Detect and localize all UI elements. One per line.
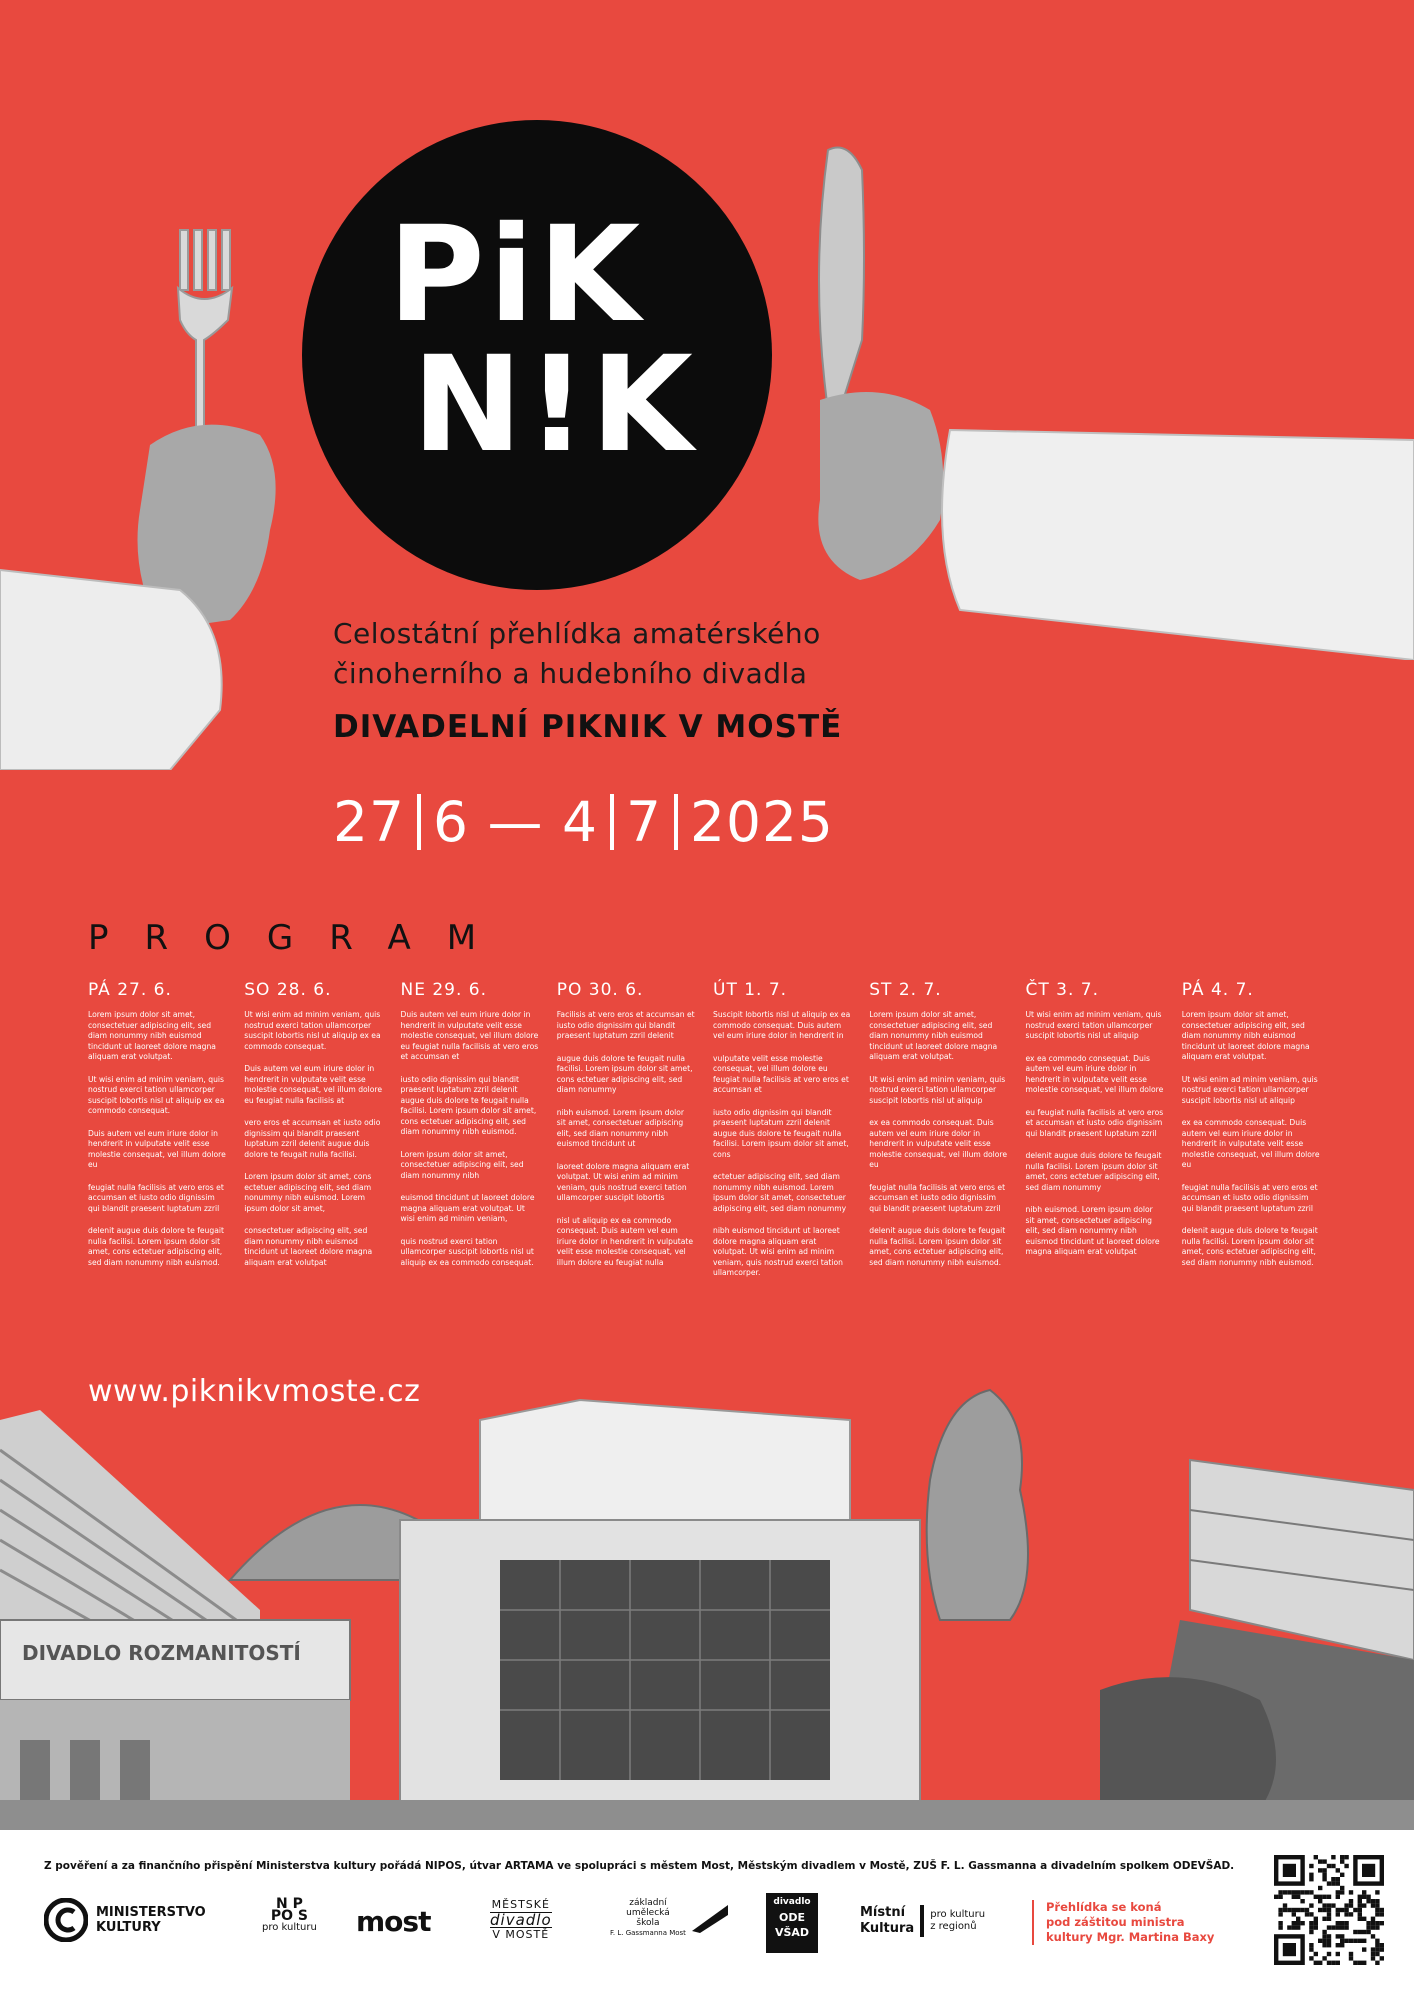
zus-text-3: škola bbox=[636, 1918, 660, 1928]
program-paragraph: delenit augue duis dolore te feugait nulla facilisi. Lorem ipsum dolor sit amet, cons ectetuer adipiscing elit, sed diam nonummy nibh euismod. bbox=[1181, 1226, 1318, 1267]
divider-bar bbox=[920, 1905, 924, 1937]
odevsad-logo bbox=[766, 1893, 818, 1953]
program-paragraph: eu feugiat nulla facilisis at vero eros et accumsan et iusto odio dignissim qui blandit praesent luptatum zzril bbox=[1025, 1107, 1164, 1138]
program-day-label: PÁ 27. 6. bbox=[88, 980, 172, 1000]
mestske-divadlo-logo bbox=[490, 1898, 552, 1942]
program-day-column bbox=[557, 980, 713, 1291]
most-text: most bbox=[356, 1905, 431, 1938]
mestske-text-1: MĚSTSKÉ bbox=[491, 1898, 550, 1911]
program-day-column bbox=[1182, 980, 1338, 1291]
date-part-3: 7 bbox=[625, 790, 662, 854]
website-url[interactable]: www.piknikvmoste.cz bbox=[88, 1374, 421, 1409]
qr-code-icon[interactable] bbox=[1274, 1855, 1384, 1965]
program-paragraph: ex ea commodo consequat. Duis autem vel eum iriure dolor in hendrerit in vulputate velit esse molestie consequat, vel illum dolore eu bbox=[1181, 1118, 1320, 1169]
buildings-collage-image bbox=[0, 1360, 1414, 1830]
program-paragraph: Ut wisi enim ad minim veniam, quis nostrud exerci tation ullamcorper suscipit lobortis nisl ut aliquip ex ea commodo consequat. bbox=[244, 1010, 381, 1051]
program-paragraph: feugiat nulla facilisis at vero eros et accumsan et iusto odio dignissim qui blandit praesent luptatum zzril bbox=[1181, 1182, 1318, 1213]
program-day-label: ÚT 1. 7. bbox=[713, 980, 788, 1000]
program-paragraph: Suscipit lobortis nisl ut aliquip ex ea commodo consequat. Duis autem vel eum iriure dolor in hendrerit in bbox=[713, 1010, 851, 1040]
program-paragraph: augue duis dolore te feugait nulla facilisi. Lorem ipsum dolor sit amet, cons ectetuer adipiscing elit, sed diam nonummy bbox=[556, 1053, 693, 1094]
program-paragraph: Ut wisi enim ad minim veniam, quis nostrud exerci tation ullamcorper suscipit lobortis nisl ut aliquip bbox=[869, 1074, 1006, 1105]
ministry-of-culture-logo bbox=[44, 1898, 206, 1942]
program-day-label: PÁ 4. 7. bbox=[1181, 980, 1254, 1000]
zus-text-2: umělecká bbox=[626, 1908, 670, 1918]
program-paragraph: Facilisis at vero eros et accumsan et iusto odio dignissim qui blandit praesent luptatum zzril delenit bbox=[556, 1010, 695, 1040]
festival-headline: DIVADELNÍ PIKNIK V MOSTĚ bbox=[333, 709, 843, 745]
festival-dates bbox=[333, 790, 834, 854]
program-day-label: SO 28. 6. bbox=[244, 980, 332, 1000]
program-paragraph: iusto odio dignissim qui blandit praesent luptatum zzril delenit augue duis dolore te feugait nulla facilisi. Lorem ipsum dolor sit amet, cons bbox=[713, 1107, 849, 1159]
prokulturu-text-1: pro kulturu bbox=[930, 1909, 986, 1920]
program-paragraph: nibh euismod. Lorem ipsum dolor sit amet, consectetuer adipiscing elit, sed diam nonummy nibh euismod tincidunt ut bbox=[556, 1107, 684, 1148]
program-day-text bbox=[869, 1010, 1025, 1268]
patronage-line3: kultury Mgr. Martina Baxy bbox=[1046, 1930, 1215, 1944]
program-paragraph: euismod tincidunt ut laoreet dolore magna aliquam erat volutpat. Ut wisi enim ad minim veniam, bbox=[400, 1193, 535, 1223]
date-part-4: 2025 bbox=[689, 790, 834, 854]
program-paragraph: Lorem ipsum dolor sit amet, cons ectetuer adipiscing elit, sed diam nonummy nibh euismod. Lorem ipsum dolor sit amet, bbox=[244, 1172, 372, 1213]
program-paragraph: Lorem ipsum dolor sit amet, consectetuer adipiscing elit, sed diam nonummy nibh bbox=[400, 1149, 524, 1180]
program-paragraph: delenit augue duis dolore te feugait nulla facilisi. Lorem ipsum dolor sit amet, cons ectetuer adipiscing elit, sed diam nonummy nibh euismod. bbox=[88, 1226, 224, 1267]
program-day-label: ČT 3. 7. bbox=[1025, 980, 1100, 1000]
subtitle-line1: Celostátní přehlídka amatérského bbox=[333, 617, 821, 650]
program-paragraph: Lorem ipsum dolor sit amet, consectetuer adipiscing elit, sed diam nonummy nibh euismod tincidunt ut laoreet dolore magna aliquam erat volutpat. bbox=[88, 1010, 216, 1061]
mistni-text-2: Kultura bbox=[860, 1921, 915, 1936]
patronage-line1: Přehlídka se koná bbox=[1046, 1900, 1162, 1914]
program-paragraph: nibh euismod tincidunt ut laoreet dolore magna aliquam erat volutpat. Ut wisi enim ad minim veniam, quis nostrud exerci tation ullamcorper. bbox=[713, 1226, 843, 1277]
program-paragraph: laoreet dolore magna aliquam erat volutpat. Ut wisi enim ad minim veniam, quis nostrud exerci tation ullamcorper suscipit lobortis bbox=[556, 1161, 690, 1202]
program-title: PROGRAM bbox=[88, 918, 513, 958]
nipos-text-2: PO S bbox=[270, 1908, 308, 1924]
program-paragraph: iusto odio dignissim qui blandit praesent luptatum zzril delenit augue duis dolore te feugait nulla facilisi. Lorem ipsum dolor sit amet, cons ectetuer adipiscing elit, sed diam nonummy nibh euismod. bbox=[400, 1074, 537, 1136]
program-day-column bbox=[869, 980, 1025, 1291]
date-separator bbox=[674, 794, 678, 850]
subtitle-line2: činoherního a hudebního divadla bbox=[333, 657, 808, 690]
program-paragraph: nibh euismod. Lorem ipsum dolor sit amet, consectetuer adipiscing elit, sed diam nonummy nibh euismod tincidunt ut laoreet dolore magna aliquam erat volutpat bbox=[1025, 1205, 1160, 1256]
mestske-text-2: divadlo bbox=[490, 1911, 552, 1929]
mestske-text-3: V MOSTĚ bbox=[492, 1928, 550, 1941]
piano-keys-icon bbox=[690, 1901, 730, 1935]
program-day-text bbox=[557, 1010, 713, 1268]
date-part-1: 27 bbox=[333, 790, 405, 854]
program-paragraph: Lorem ipsum dolor sit amet, consectetuer adipiscing elit, sed diam nonummy nibh euismod tincidunt ut laoreet dolore magna aliquam erat volutpat. bbox=[1181, 1010, 1310, 1061]
program-day-column bbox=[1026, 980, 1182, 1291]
zus-text-1: základní bbox=[629, 1898, 667, 1908]
program-paragraph: quis nostrud exerci tation ullamcorper suscipit lobortis nisl ut aliquip ex ea commodo consequat. bbox=[400, 1236, 534, 1267]
program-day-label: NE 29. 6. bbox=[400, 980, 488, 1000]
program-day-text bbox=[244, 1010, 400, 1268]
program-paragraph: Ut wisi enim ad minim veniam, quis nostrud exerci tation ullamcorper suscipit lobortis nisl ut aliquip bbox=[1025, 1010, 1162, 1040]
program-day-text bbox=[1182, 1010, 1338, 1268]
program-paragraph: vero eros et accumsan et iusto odio dignissim qui blandit praesent luptatum zzril delenit augue duis dolore te feugait nulla facilisi. bbox=[244, 1118, 381, 1159]
zus-text-4: F. L. Gassmanna Most bbox=[610, 1929, 686, 1937]
program-paragraph: delenit augue duis dolore te feugait nulla facilisi. Lorem ipsum dolor sit amet, cons ectetuer adipiscing elit, sed diam nonummy bbox=[1025, 1151, 1162, 1192]
odevsad-text-3: VŠAD bbox=[774, 1926, 810, 1939]
patronage-line2: pod záštitou ministra bbox=[1046, 1915, 1185, 1929]
program-paragraph: Ut wisi enim ad minim veniam, quis nostrud exerci tation ullamcorper suscipit lobortis nisl ut aliquip ex ea commodo consequat. bbox=[88, 1074, 225, 1115]
zus-logo bbox=[610, 1898, 730, 1938]
program-day-label: PO 30. 6. bbox=[556, 980, 644, 1000]
program-paragraph: ex ea commodo consequat. Duis autem vel eum iriure dolor in hendrerit in vulputate velit esse molestie consequat, vel illum dolore bbox=[1025, 1053, 1164, 1094]
program-paragraph: vulputate velit esse molestie consequat, vel illum dolore eu feugiat nulla facilisis at vero eros et accumsan et bbox=[713, 1053, 849, 1094]
program-paragraph: delenit augue duis dolore te feugait nulla facilisi. Lorem ipsum dolor sit amet, cons ectetuer adipiscing elit, sed diam nonummy nibh euismod. bbox=[869, 1226, 1006, 1267]
program-paragraph: feugiat nulla facilisis at vero eros et accumsan et iusto odio dignissim qui blandit praesent luptatum zzril bbox=[869, 1182, 1006, 1213]
ministry-text-2: KULTURY bbox=[96, 1920, 161, 1935]
program-day-column bbox=[713, 980, 869, 1291]
ministry-text-1: MINISTERSTVO bbox=[96, 1905, 206, 1920]
svg-text:DIVADLO ROZMANITOSTÍ: DIVADLO ROZMANITOSTÍ bbox=[22, 1641, 301, 1665]
program-paragraph: Ut wisi enim ad minim veniam, quis nostrud exerci tation ullamcorper suscipit lobortis nisl ut aliquip bbox=[1181, 1074, 1318, 1105]
odevsad-text-1: divadlo bbox=[773, 1897, 811, 1907]
program-day-column bbox=[401, 980, 557, 1291]
date-separator bbox=[610, 794, 614, 850]
program-day-text bbox=[713, 1010, 869, 1279]
program-paragraph: ex ea commodo consequat. Duis autem vel eum iriure dolor in hendrerit in vulputate velit esse molestie consequat, vel illum dolore eu bbox=[869, 1118, 1008, 1169]
hand-with-knife-image bbox=[800, 140, 1414, 660]
program-paragraph: consectetuer adipiscing elit, sed diam nonummy nibh euismod tincidunt ut laoreet dolore magna aliquam erat volutpat bbox=[244, 1226, 373, 1267]
nipos-text-1: N P bbox=[275, 1896, 303, 1912]
date-separator bbox=[417, 794, 421, 850]
hand-with-fork-image bbox=[0, 210, 300, 770]
date-part-2: 6 — 4 bbox=[433, 790, 598, 854]
program-day-column bbox=[88, 980, 244, 1291]
program-day-text bbox=[1026, 1010, 1182, 1258]
program-paragraph: Duis autem vel eum iriure dolor in hendrerit in vulputate velit esse molestie consequat, vel illum dolore eu feugiat nulla facilisis at bbox=[244, 1064, 383, 1105]
program-day-text bbox=[88, 1010, 244, 1268]
prokulturu-text-2: z regionů bbox=[930, 1921, 977, 1932]
most-city-logo bbox=[356, 1905, 430, 1938]
odevsad-text-2: ODE bbox=[779, 1911, 805, 1924]
mistni-text-1: Místní bbox=[860, 1905, 906, 1920]
program-day-column bbox=[244, 980, 400, 1291]
logo-text-line1: PiK bbox=[388, 198, 645, 352]
program-days bbox=[88, 980, 1338, 1291]
program-paragraph: ectetuer adipiscing elit, sed diam nonummy nibh euismod. Lorem ipsum dolor sit amet, consectetuer adipiscing elit, sed diam nonummy bbox=[713, 1172, 847, 1213]
nipos-text-3: pro kulturu bbox=[262, 1922, 317, 1933]
program-day-label: ST 2. 7. bbox=[869, 980, 942, 1000]
program-paragraph: feugiat nulla facilisis at vero eros et accumsan et iusto odio dignissim qui blandit praesent luptatum zzril bbox=[88, 1182, 224, 1213]
ministry-emblem-icon bbox=[44, 1898, 88, 1942]
mistni-kultura-logo bbox=[860, 1905, 985, 1937]
program-paragraph: Duis autem vel eum iriure dolor in hendrerit in vulputate velit esse molestie consequat, vel illum dolore eu feugiat nulla facilisis at vero eros et accumsan et bbox=[400, 1010, 539, 1061]
patronage-note bbox=[1032, 1900, 1214, 1945]
program-day-text bbox=[401, 1010, 557, 1268]
nipos-logo bbox=[262, 1898, 317, 1934]
program-paragraph: nisl ut aliquip ex ea commodo consequat. Duis autem vel eum iriure dolor in hendrerit in vulputate velit esse molestie consequat, vel illum dolore eu feugiat nulla bbox=[556, 1215, 694, 1267]
program-paragraph: Lorem ipsum dolor sit amet, consectetuer adipiscing elit, sed diam nonummy nibh euismod tincidunt ut laoreet dolore magna aliquam erat volutpat. bbox=[869, 1010, 998, 1061]
footer-credit: Z pověření a za finančního přispění Ministerstva kultury pořádá NIPOS, útvar ARTAMA ve spolupráci s městem Most, Městským divadlem v Mostě, ZUŠ F. L. Gassmanna a divadelním spolkem ODEVŠAD. bbox=[44, 1860, 1235, 1872]
logo-text-line2: N!K bbox=[412, 328, 697, 482]
program-paragraph: Duis autem vel eum iriure dolor in hendrerit in vulputate velit esse molestie consequat, vel illum dolore eu bbox=[88, 1128, 226, 1169]
